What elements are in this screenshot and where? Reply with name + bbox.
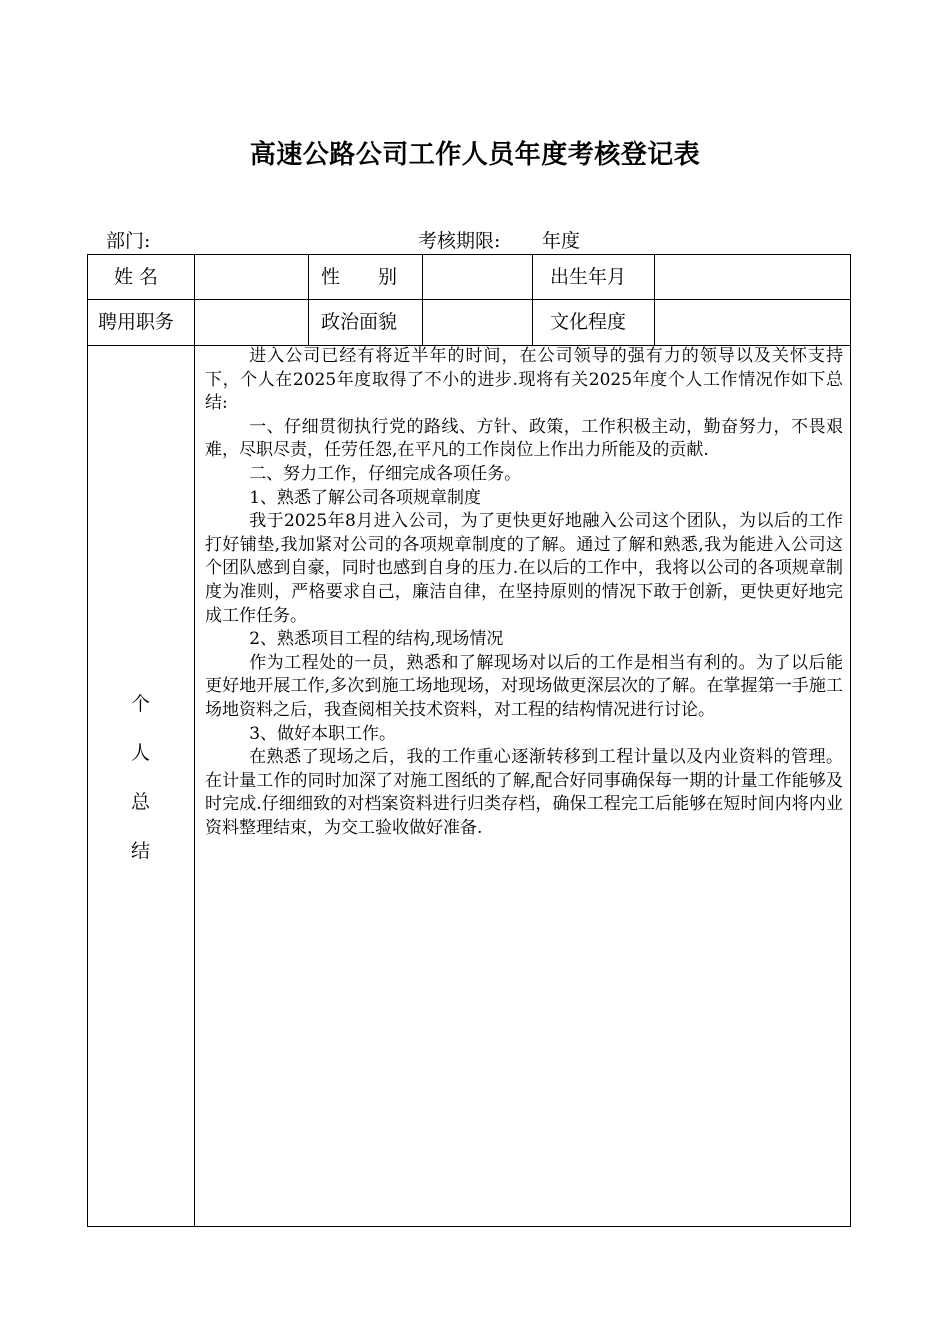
assessment-period-label: 考核期限:	[418, 230, 501, 252]
summary-paragraph: 在熟悉了现场之后，我的工作重心逐渐转移到工程计量以及内业资料的管理。在计量工作的同时加深了对施工图纸的了解,配合好同事确保每一期的计量工作能够及时完成.仔细细致的对档案资料进行归类存档，确保工程完工后能够在短时间内将内业资料整理结束，为交工验收做好准备.	[205, 747, 843, 838]
summary-paragraph: 我于2025年8月进入公司，为了更快更好地融入公司这个团队，为以后的工作打好铺垫,我加紧对公司的各项规章制度的了解。通过了解和熟悉,我为能进入公司这个团队感到自豪，同时也感到自身的压力.在以后的工作中，我将以公司的各项规章制度为准则，严格要求自己，廉洁自律，在坚持原则的情况下敢于创新，更快更好地完成工作任务。	[205, 511, 843, 626]
summary-paragraph: 一、仔细贯彻执行党的路线、方针、政策，工作积极主动，勤奋努力，不畏艰难，尽职尽责，任劳任怨,在平凡的工作岗位上作出力所能及的贡献.	[205, 416, 843, 461]
personal-summary-label	[87, 680, 194, 876]
political-status-field[interactable]	[424, 301, 531, 344]
name-field[interactable]	[196, 256, 307, 299]
row-divider	[87, 299, 851, 300]
summary-paragraph: 作为工程处的一员，熟悉和了解现场对以后的工作是相当有利的。为了以后能更好地开展工作,多次到施工场地现场，对现场做更深层次的了解。在掌握第一手施工场地资料之后，我查阅相关技术资料，对工程的结构情况进行讨论。	[205, 652, 843, 720]
name-label: 姓 名	[114, 266, 159, 288]
column-divider	[532, 254, 533, 346]
summary-label-char: 人	[130, 742, 150, 764]
department-label: 部门:	[106, 230, 151, 252]
column-divider	[654, 254, 655, 346]
position-label: 聘用职务	[98, 311, 175, 333]
year-label: 年度	[542, 230, 581, 252]
column-divider	[194, 254, 195, 1227]
column-divider	[422, 254, 423, 346]
political-status-label: 政治面貌	[321, 311, 398, 333]
summary-paragraph: 二、努力工作，仔细完成各项任务。	[249, 463, 522, 484]
summary-paragraph: 3、做好本职工作。	[249, 723, 397, 744]
summary-paragraph: 进入公司已经有将近半年的时间，在公司领导的强有力的领导以及关怀支持下，个人在2025年度取得了不小的进步.现将有关2025年度个人工作情况作如下总结:	[205, 346, 843, 414]
education-label: 文化程度	[550, 311, 627, 333]
summary-paragraph: 2、熟悉项目工程的结构,现场情况	[249, 629, 504, 650]
birth-date-label: 出生年月	[550, 266, 627, 288]
position-field[interactable]	[196, 301, 307, 344]
summary-paragraph: 1、熟悉了解公司各项规章制度	[249, 487, 482, 508]
summary-label-char: 结	[130, 840, 150, 862]
form-title: 高速公路公司工作人员年度考核登记表	[249, 140, 701, 170]
gender-label: 性 别	[321, 266, 398, 288]
education-field[interactable]	[656, 301, 849, 344]
personal-summary-text	[205, 345, 843, 840]
summary-label-char: 个	[130, 693, 150, 715]
birth-date-field[interactable]	[656, 256, 849, 299]
column-divider	[308, 254, 309, 346]
summary-label-char: 总	[130, 791, 150, 813]
gender-field[interactable]	[424, 256, 531, 299]
